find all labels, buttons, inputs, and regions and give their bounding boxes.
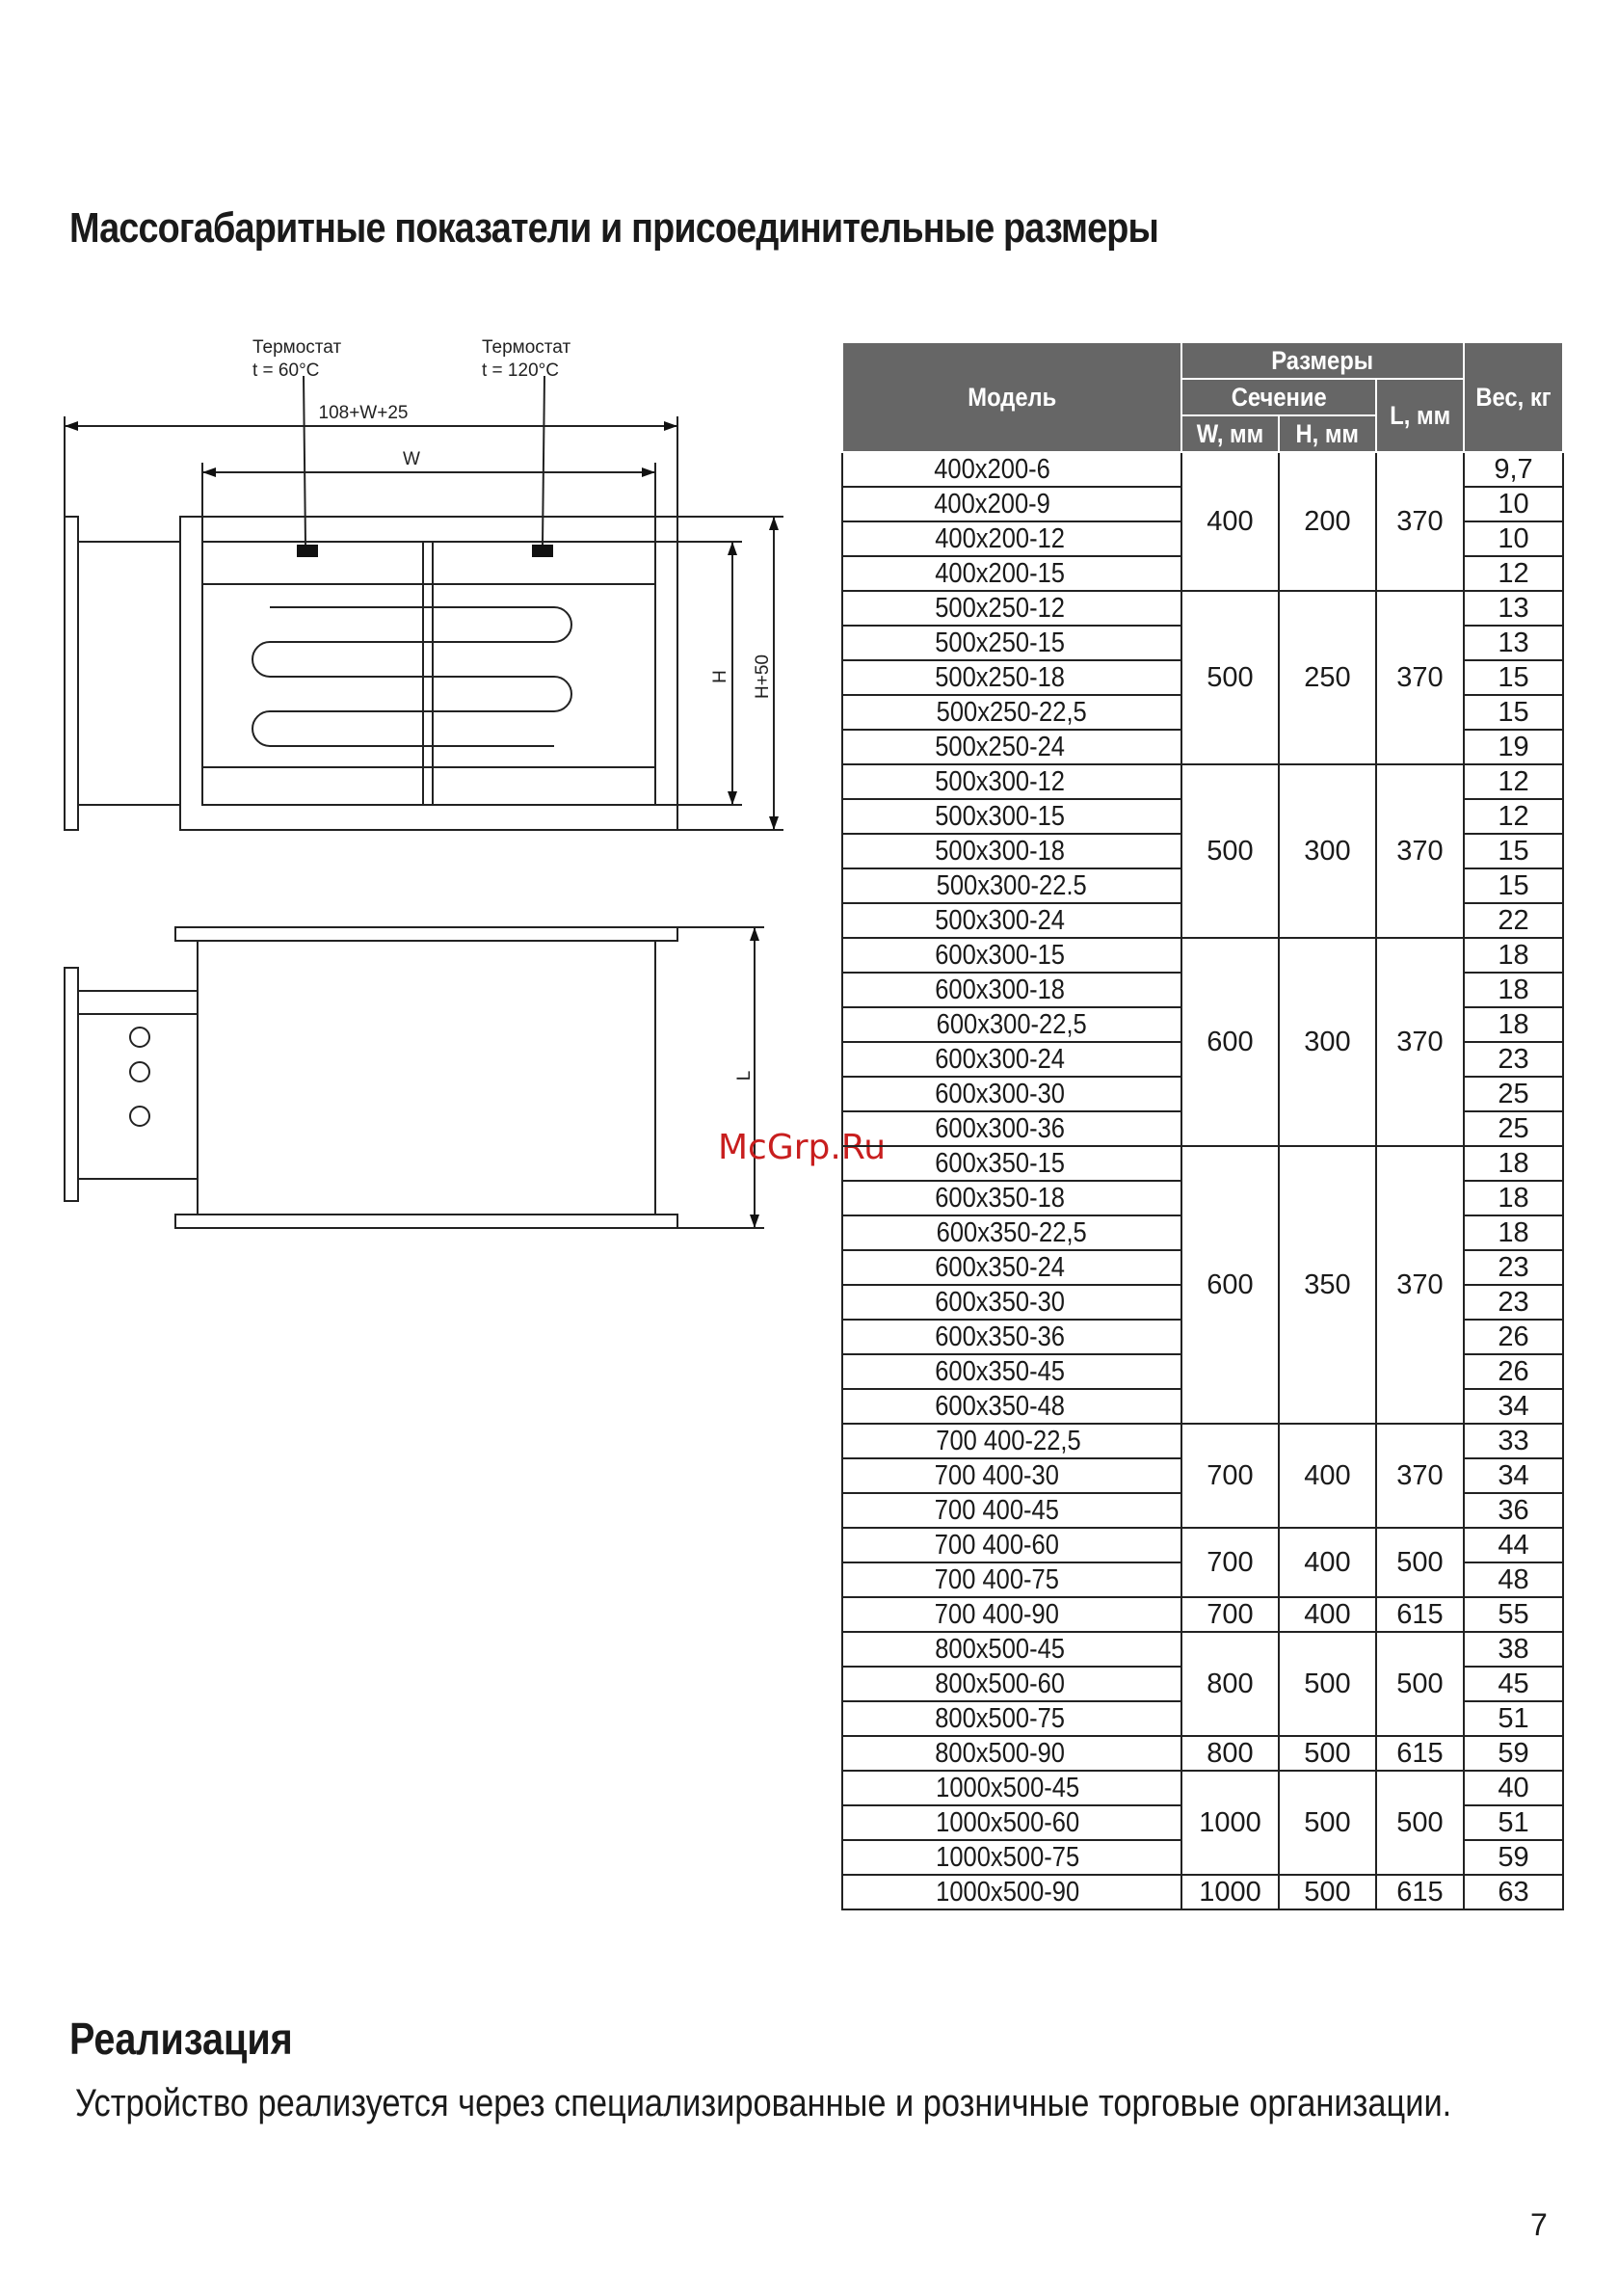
weight-cell: 15 <box>1464 834 1563 868</box>
weight-cell: 15 <box>1464 695 1563 730</box>
thermostat-120-marker <box>532 545 553 557</box>
weight-cell: 18 <box>1464 1181 1563 1215</box>
side-flange-bottom <box>175 1215 677 1228</box>
weight-cell: 9,7 <box>1464 452 1563 487</box>
weight-cell: 18 <box>1464 938 1563 973</box>
l-cell: 615 <box>1376 1736 1464 1771</box>
model-cell: 500x250-15 <box>842 626 1181 660</box>
h-cell: 500 <box>1279 1771 1376 1875</box>
model-cell: 600x350-18 <box>842 1181 1181 1215</box>
l-cell: 370 <box>1376 938 1464 1146</box>
l-cell: 500 <box>1376 1771 1464 1875</box>
page-number: 7 <box>1530 2207 1548 2242</box>
model-cell: 600x300-15 <box>842 938 1181 973</box>
l-cell: 615 <box>1376 1597 1464 1632</box>
model-cell: 600x350-48 <box>842 1389 1181 1424</box>
h-cell: 300 <box>1279 764 1376 938</box>
dim-l-label: L <box>734 1070 755 1081</box>
model-cell: 500x250-18 <box>842 660 1181 695</box>
weight-cell: 26 <box>1464 1320 1563 1354</box>
specifications-table <box>841 341 1564 1910</box>
terminal-1 <box>130 1028 149 1047</box>
model-cell: 600x350-30 <box>842 1285 1181 1320</box>
weight-cell: 59 <box>1464 1736 1563 1771</box>
model-cell: 400x200-9 <box>842 487 1181 521</box>
weight-cell: 26 <box>1464 1354 1563 1389</box>
model-cell: 800x500-90 <box>842 1736 1181 1771</box>
table-row <box>842 591 1563 626</box>
table-row <box>842 1632 1563 1667</box>
front-outer-frame <box>180 517 677 830</box>
weight-cell: 12 <box>1464 764 1563 799</box>
weight-cell: 18 <box>1464 1146 1563 1181</box>
header-l: L, мм <box>1376 379 1464 452</box>
w-cell: 600 <box>1181 1146 1279 1424</box>
l-cell: 370 <box>1376 764 1464 938</box>
w-cell: 1000 <box>1181 1875 1279 1909</box>
weight-cell: 12 <box>1464 799 1563 834</box>
weight-cell: 34 <box>1464 1389 1563 1424</box>
side-flange-top <box>175 927 677 941</box>
l-cell: 370 <box>1376 452 1464 591</box>
h-cell: 200 <box>1279 452 1376 591</box>
side-connection-box <box>78 991 198 1179</box>
model-cell: 1000x500-60 <box>842 1805 1181 1840</box>
h-cell: 350 <box>1279 1146 1376 1424</box>
l-cell: 615 <box>1376 1875 1464 1909</box>
dim-overall-label: 108+W+25 <box>318 403 409 423</box>
thermostat-60-marker <box>297 545 318 557</box>
header-weight: Вес, кг <box>1464 342 1563 452</box>
terminal-2 <box>130 1062 149 1081</box>
weight-cell: 18 <box>1464 973 1563 1007</box>
weight-cell: 19 <box>1464 730 1563 764</box>
model-cell: 600x300-24 <box>842 1042 1181 1077</box>
weight-cell: 25 <box>1464 1077 1563 1111</box>
model-cell: 500x300-15 <box>842 799 1181 834</box>
w-cell: 800 <box>1181 1736 1279 1771</box>
model-cell: 600x350-22,5 <box>842 1215 1181 1250</box>
table-row <box>842 1424 1563 1458</box>
h-cell: 500 <box>1279 1736 1376 1771</box>
page-title: Массогабаритные показатели и присоединительные размеры <box>69 204 1158 252</box>
h-cell: 400 <box>1279 1528 1376 1597</box>
terminal-3 <box>130 1107 149 1126</box>
model-cell: 600x300-22,5 <box>842 1007 1181 1042</box>
table-row <box>842 1528 1563 1562</box>
model-cell: 600x300-18 <box>842 973 1181 1007</box>
model-cell: 600x300-36 <box>842 1111 1181 1146</box>
model-cell: 500x300-24 <box>842 903 1181 938</box>
w-cell: 600 <box>1181 938 1279 1146</box>
header-h: H, мм <box>1279 415 1376 452</box>
heater-technical-drawing <box>53 328 785 1253</box>
l-cell: 500 <box>1376 1528 1464 1597</box>
weight-cell: 36 <box>1464 1493 1563 1528</box>
thermostat1-temp: t = 60°C <box>252 360 320 381</box>
model-cell: 600x350-36 <box>842 1320 1181 1354</box>
model-cell: 500x300-18 <box>842 834 1181 868</box>
w-cell: 700 <box>1181 1424 1279 1528</box>
weight-cell: 23 <box>1464 1285 1563 1320</box>
h-cell: 500 <box>1279 1875 1376 1909</box>
w-cell: 800 <box>1181 1632 1279 1736</box>
header-section: Сечение <box>1181 379 1376 415</box>
table-row <box>842 1597 1563 1632</box>
model-cell: 800x500-45 <box>842 1632 1181 1667</box>
model-cell: 500x250-12 <box>842 591 1181 626</box>
weight-cell: 13 <box>1464 591 1563 626</box>
table-row <box>842 938 1563 973</box>
dim-h-label: H <box>710 670 730 683</box>
table-row <box>842 1771 1563 1805</box>
model-cell: 800x500-75 <box>842 1701 1181 1736</box>
weight-cell: 15 <box>1464 868 1563 903</box>
watermark: McGrp.Ru <box>718 1128 887 1167</box>
section-text: Устройство реализуется через специализированные и розничные торговые организации. <box>75 2082 1452 2124</box>
weight-cell: 45 <box>1464 1667 1563 1701</box>
table-row <box>842 764 1563 799</box>
weight-cell: 51 <box>1464 1701 1563 1736</box>
w-cell: 500 <box>1181 764 1279 938</box>
weight-cell: 15 <box>1464 660 1563 695</box>
table-row <box>842 1736 1563 1771</box>
weight-cell: 40 <box>1464 1771 1563 1805</box>
model-cell: 600x300-30 <box>842 1077 1181 1111</box>
weight-cell: 10 <box>1464 521 1563 556</box>
weight-cell: 38 <box>1464 1632 1563 1667</box>
header-model: Модель <box>842 342 1181 452</box>
heating-element <box>252 607 571 746</box>
weight-cell: 33 <box>1464 1424 1563 1458</box>
model-cell: 400x200-12 <box>842 521 1181 556</box>
model-cell: 400x200-6 <box>842 452 1181 487</box>
model-cell: 700 400-60 <box>842 1528 1181 1562</box>
weight-cell: 10 <box>1464 487 1563 521</box>
weight-cell: 13 <box>1464 626 1563 660</box>
w-cell: 1000 <box>1181 1771 1279 1875</box>
model-cell: 600x350-15 <box>842 1146 1181 1181</box>
model-cell: 600x350-24 <box>842 1250 1181 1285</box>
model-cell: 700 400-45 <box>842 1493 1181 1528</box>
weight-cell: 59 <box>1464 1840 1563 1875</box>
model-cell: 500x250-24 <box>842 730 1181 764</box>
front-flange-left <box>65 517 78 830</box>
weight-cell: 23 <box>1464 1250 1563 1285</box>
dim-h50-label: H+50 <box>753 654 773 699</box>
thermostat1-label: Термостат <box>252 337 342 358</box>
weight-cell: 51 <box>1464 1805 1563 1840</box>
model-cell: 700 400-30 <box>842 1458 1181 1493</box>
h-cell: 250 <box>1279 591 1376 764</box>
front-connection-box <box>78 542 180 805</box>
thermostat2-temp: t = 120°C <box>482 360 559 381</box>
l-cell: 370 <box>1376 1424 1464 1528</box>
model-cell: 500x300-12 <box>842 764 1181 799</box>
weight-cell: 22 <box>1464 903 1563 938</box>
w-cell: 700 <box>1181 1528 1279 1597</box>
h-cell: 400 <box>1279 1424 1376 1528</box>
model-cell: 400x200-15 <box>842 556 1181 591</box>
h-cell: 400 <box>1279 1597 1376 1632</box>
weight-cell: 44 <box>1464 1528 1563 1562</box>
l-cell: 370 <box>1376 1146 1464 1424</box>
weight-cell: 18 <box>1464 1215 1563 1250</box>
l-cell: 500 <box>1376 1632 1464 1736</box>
model-cell: 600x350-45 <box>842 1354 1181 1389</box>
weight-cell: 18 <box>1464 1007 1563 1042</box>
front-inner-frame <box>202 542 655 805</box>
h-cell: 300 <box>1279 938 1376 1146</box>
side-body <box>198 941 655 1215</box>
weight-cell: 63 <box>1464 1875 1563 1909</box>
w-cell: 500 <box>1181 591 1279 764</box>
thermostat2-label: Термостат <box>482 337 571 358</box>
header-w: W, мм <box>1181 415 1279 452</box>
weight-cell: 34 <box>1464 1458 1563 1493</box>
table-row <box>842 452 1563 487</box>
section-heading: Реализация <box>69 2014 293 2064</box>
table-row <box>842 1875 1563 1909</box>
model-cell: 700 400-22,5 <box>842 1424 1181 1458</box>
model-cell: 1000x500-90 <box>842 1875 1181 1909</box>
model-cell: 700 400-90 <box>842 1597 1181 1632</box>
model-cell: 1000x500-75 <box>842 1840 1181 1875</box>
weight-cell: 12 <box>1464 556 1563 591</box>
dim-w-label: W <box>403 449 420 469</box>
model-cell: 800x500-60 <box>842 1667 1181 1701</box>
model-cell: 500x300-22.5 <box>842 868 1181 903</box>
weight-cell: 23 <box>1464 1042 1563 1077</box>
w-cell: 700 <box>1181 1597 1279 1632</box>
weight-cell: 25 <box>1464 1111 1563 1146</box>
table-row <box>842 1146 1563 1181</box>
l-cell: 370 <box>1376 591 1464 764</box>
header-sizes: Размеры <box>1181 342 1464 379</box>
h-cell: 500 <box>1279 1632 1376 1736</box>
w-cell: 400 <box>1181 452 1279 591</box>
weight-cell: 48 <box>1464 1562 1563 1597</box>
side-flange-left <box>65 968 78 1201</box>
weight-cell: 55 <box>1464 1597 1563 1632</box>
model-cell: 700 400-75 <box>842 1562 1181 1597</box>
model-cell: 500x250-22,5 <box>842 695 1181 730</box>
model-cell: 1000x500-45 <box>842 1771 1181 1805</box>
